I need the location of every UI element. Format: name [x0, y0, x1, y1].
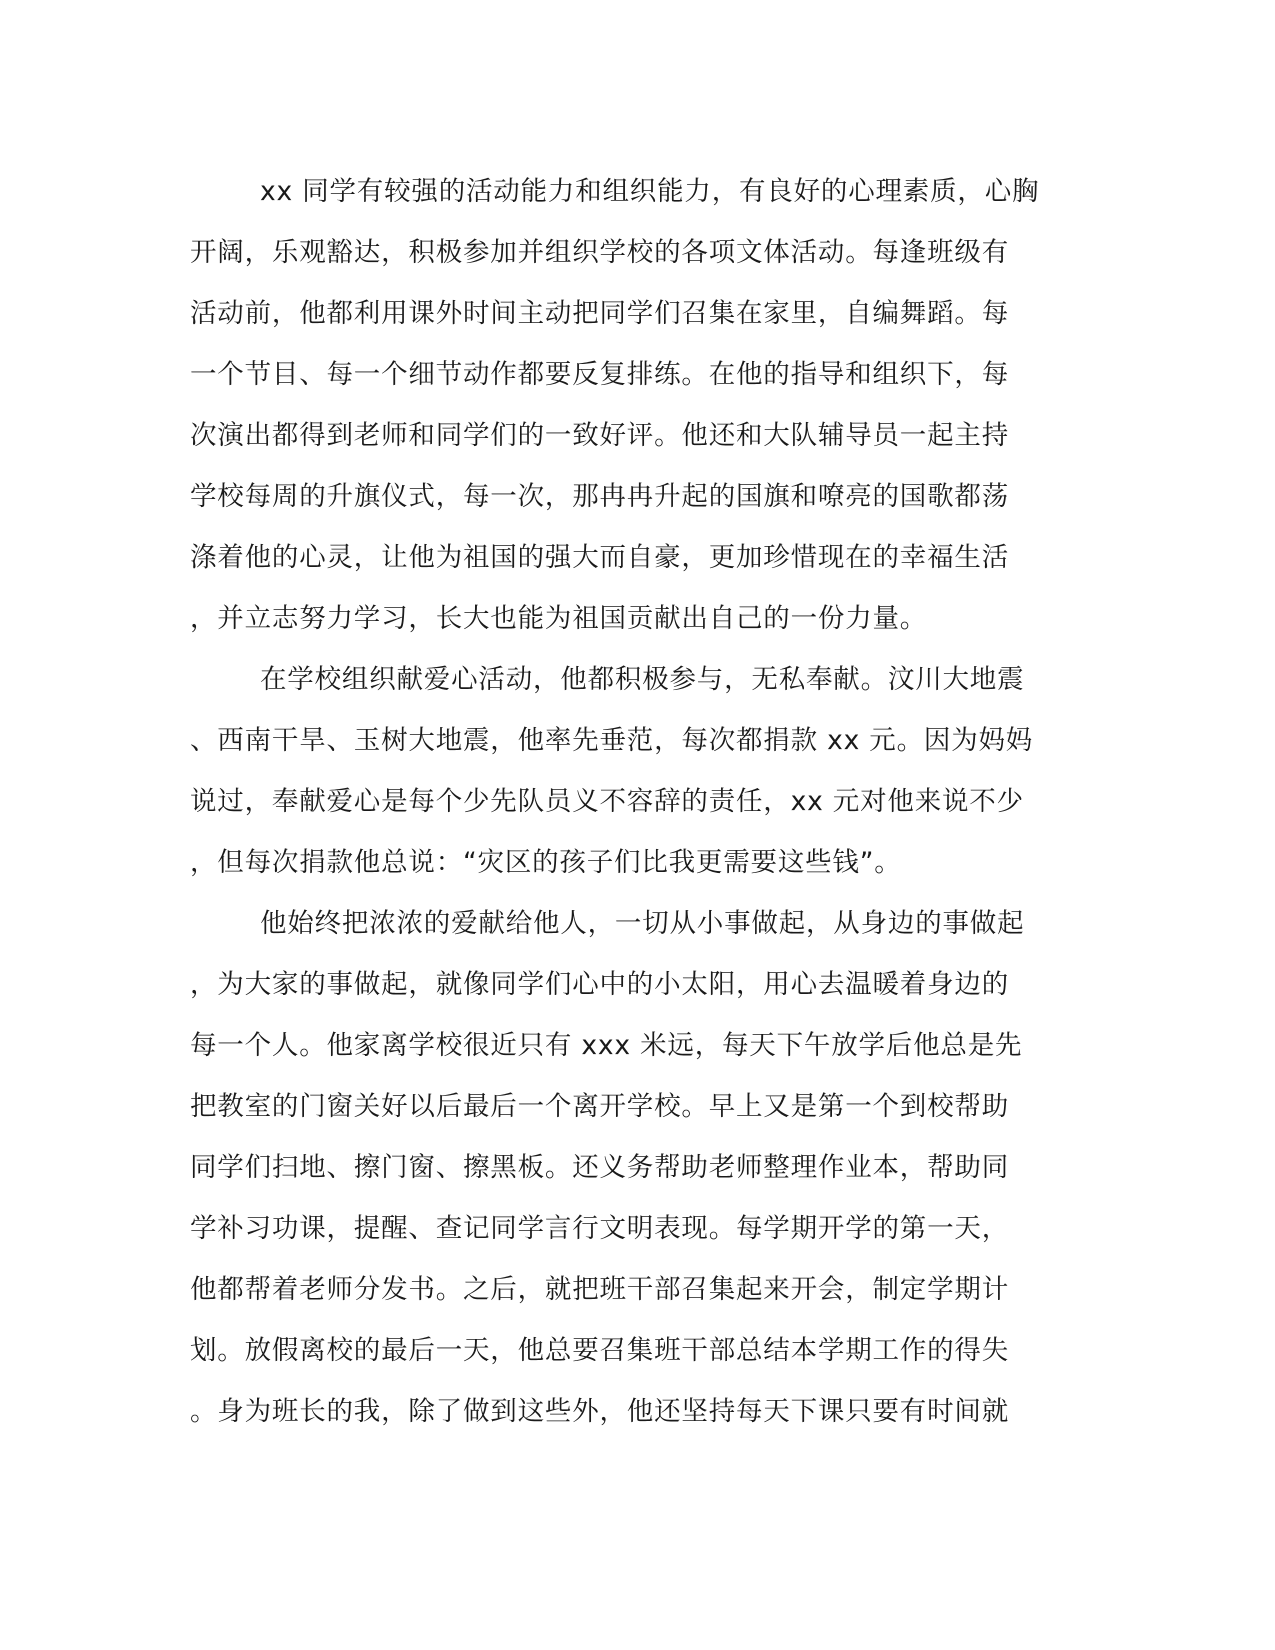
paragraph-line: 学校每周的升旗仪式，每一次，那冉冉升起的国旗和嘹亮的国歌都荡 [190, 481, 1009, 512]
paragraph-line: 把教室的门窗关好以后最后一个离开学校。早上又是第一个到校帮助 [190, 1091, 1009, 1122]
paragraph-line: ，为大家的事做起，就像同学们心中的小太阳，用心去温暖着身边的 [190, 969, 1009, 1000]
paragraph-line: 涤着他的心灵，让他为祖国的强大而自豪，更加珍惜现在的幸福生活 [190, 542, 1009, 573]
paragraph-1 [190, 161, 1070, 649]
paragraph-line: 开阔，乐观豁达，积极参加并组织学校的各项文体活动。每逢班级有 [190, 237, 1009, 268]
paragraph-line: 划。放假离校的最后一天，他总要召集班干部总结本学期工作的得失 [190, 1335, 1009, 1366]
paragraph-line: 。身为班长的我，除了做到这些外，他还坚持每天下课只要有时间就 [190, 1396, 1009, 1427]
paragraph-3 [190, 893, 1070, 1442]
paragraph-line: 在学校组织献爱心活动，他都积极参与，无私奉献。汶川大地震 [260, 664, 1025, 695]
paragraph-line: 次演出都得到老师和同学们的一致好评。他还和大队辅导员一起主持 [190, 420, 1009, 451]
paragraph-line: 活动前，他都利用课外时间主动把同学们召集在家里，自编舞蹈。每 [190, 298, 1009, 329]
paragraph-line: 每一个人。他家离学校很近只有 xxx 米远，每天下午放学后他总是先 [190, 1030, 1023, 1061]
paragraph-line: 学补习功课，提醒、查记同学言行文明表现。每学期开学的第一天， [190, 1213, 1009, 1244]
paragraph-2 [190, 649, 1070, 893]
paragraph-line: 他始终把浓浓的爱献给他人，一切从小事做起，从身边的事做起 [260, 908, 1025, 939]
paragraph-line: xx 同学有较强的活动能力和组织能力，有良好的心理素质，心胸 [260, 176, 1040, 207]
paragraph-line: ，但每次捐款他总说：“灾区的孩子们比我更需要这些钱”。 [190, 847, 902, 878]
paragraph-line: ，并立志努力学习，长大也能为祖国贡献出自己的一份力量。 [190, 603, 928, 634]
paragraph-line: 他都帮着老师分发书。之后，就把班干部召集起来开会，制定学期计 [190, 1274, 1009, 1305]
paragraph-line: 一个节目、每一个细节动作都要反复排练。在他的指导和组织下，每 [190, 359, 1009, 390]
paragraph-line: 说过，奉献爱心是每个少先队员义不容辞的责任，xx 元对他来说不少 [190, 786, 1024, 817]
paragraph-line: 同学们扫地、擦门窗、擦黑板。还义务帮助老师整理作业本，帮助同 [190, 1152, 1009, 1183]
document-body [190, 161, 1070, 1442]
paragraph-line: 、西南干旱、玉树大地震，他率先垂范，每次都捐款 xx 元。因为妈妈 [190, 725, 1034, 756]
